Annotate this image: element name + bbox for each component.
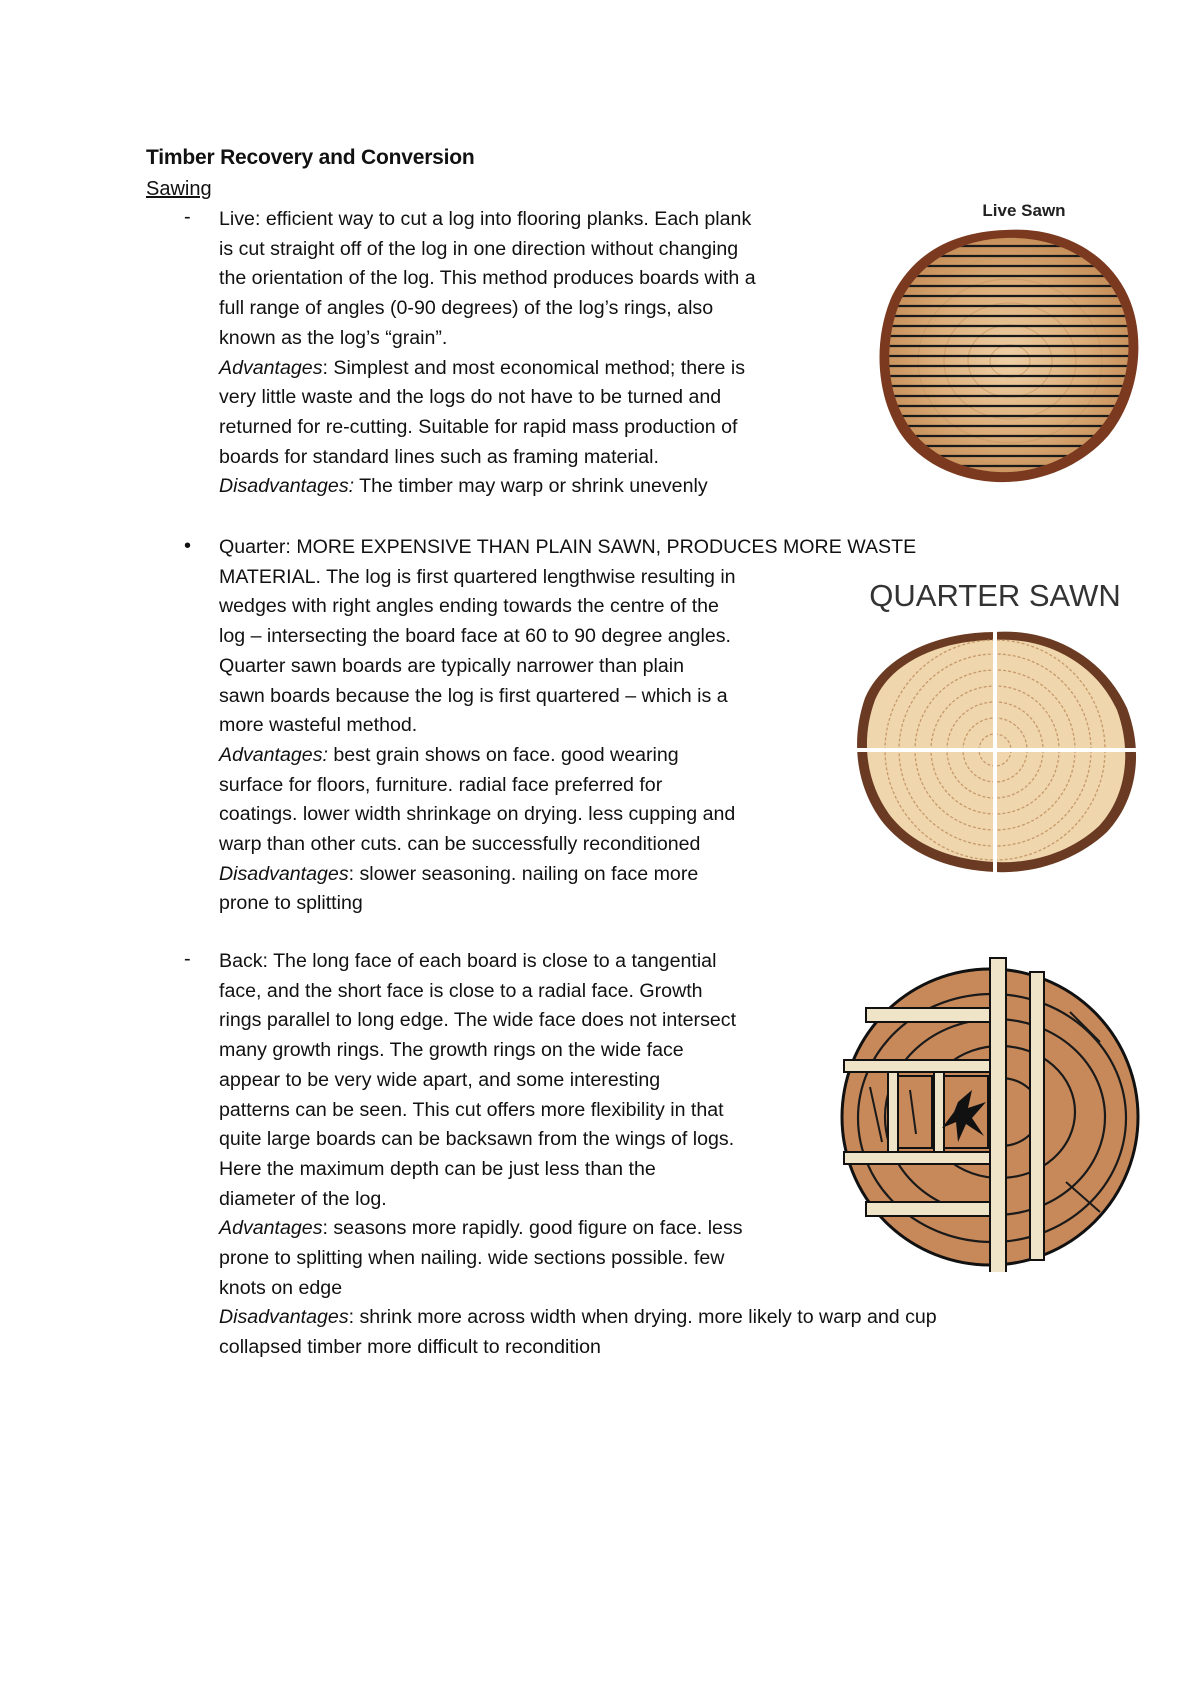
disadvantages-line [219,472,756,502]
text-line: very little waste and the logs do not have to be turned and [219,386,722,409]
text-line: warp than other cuts. can be successfully reconditioned [219,833,701,856]
text-line: log – intersecting the board face at 60 to 90 degree angles. [219,625,731,648]
document-title: Timber Recovery and Conversion [146,146,475,169]
text-line: boards for standard lines such as framing material. [219,445,659,468]
advantages-line [219,354,756,384]
back-sawn-figure [830,952,1140,1272]
quarter-sawn-figure [845,570,1145,880]
text-line: prone to splitting [219,892,363,915]
section-heading-sawing: Sawing [146,178,212,200]
text-line: prone to splitting when nailing. wide sections possible. few [219,1247,725,1270]
text-line: is cut straight off of the log in one direction without changing [219,237,739,260]
advantages-line [219,741,916,771]
quarter-sawn-caption: QUARTER SAWN [869,578,1121,613]
text-line: : seasons more rapidly. good figure on face. less [322,1217,743,1240]
text-line: sawn boards because the log is first quartered – which is a [219,684,728,707]
text-line: surface for floors, furniture. radial face preferred for [219,773,663,796]
text-line: The timber may warp or shrink unevenly [354,475,708,498]
disadvantages-line [219,1303,937,1333]
text-line: Quarter sawn boards are typically narrower than plain [219,654,685,677]
text-line: collapsed timber more difficult to recondition [219,1336,601,1359]
disadvantages-label: Disadvantages [219,1306,349,1329]
text-line: best grain shows on face. good wearing [327,743,679,766]
quarter-sawn-paragraph [219,533,916,919]
text-line: more wasteful method. [219,714,418,737]
live-sawn-paragraph [219,205,756,502]
text-line: Live: efficient way to cut a log into flooring planks. Each plank [219,208,752,230]
text-line: quite large boards can be backsawn from the wings of logs. [219,1128,735,1151]
text-line: known as the log’s “grain”. [219,326,448,349]
text-line: : Simplest and most economical method; there is [322,356,746,379]
text-line: Here the maximum depth can be just less than the [219,1157,656,1180]
text-line: : shrink more across width when drying. more likely to warp and cup [348,1306,937,1329]
bullet-dot: • [184,535,192,557]
text-line: : slower seasoning. nailing on face more [348,862,699,885]
advantages-label: Advantages [219,356,323,379]
disadvantages-label: Disadvantages [219,862,349,885]
text-line: MATERIAL. The log is first quartered lengthwise resulting in [219,565,736,588]
text-line: coatings. lower width shrinkage on drying. less cupping and [219,803,736,826]
text-line: face, and the short face is close to a radial face. Growth [219,979,703,1002]
live-sawn-caption: Live Sawn [982,201,1066,220]
advantages-label: Advantages: [219,743,328,766]
text-line: returned for re-cutting. Suitable for rapid mass production of [219,415,738,438]
disadvantages-line [219,860,916,890]
live-sawn-figure [870,196,1140,486]
bullet-dash: - [184,206,191,228]
text-line: full range of angles (0-90 degrees) of the log’s rings, also [219,297,714,320]
text-line: rings parallel to long edge. The wide face does not intersect [219,1009,737,1032]
text-line: appear to be very wide apart, and some interesting [219,1068,661,1091]
text-line: knots on edge [219,1276,343,1299]
text-line: the orientation of the log. This method produces boards with a [219,267,756,290]
text-line: Back: The long face of each board is close to a tangential [219,950,717,972]
text-line: many growth rings. The growth rings on the wide face [219,1039,684,1062]
text-line: wedges with right angles ending towards the centre of the [219,595,719,618]
disadvantages-label: Disadvantages: [219,475,355,498]
text-line: diameter of the log. [219,1187,387,1210]
advantages-label: Advantages [219,1217,323,1240]
text-line: Quarter: MORE EXPENSIVE THAN PLAIN SAWN, PRODUCES MORE WASTE [219,536,917,558]
text-line: patterns can be seen. This cut offers more flexibility in that [219,1098,724,1121]
bullet-dash: - [184,948,191,970]
